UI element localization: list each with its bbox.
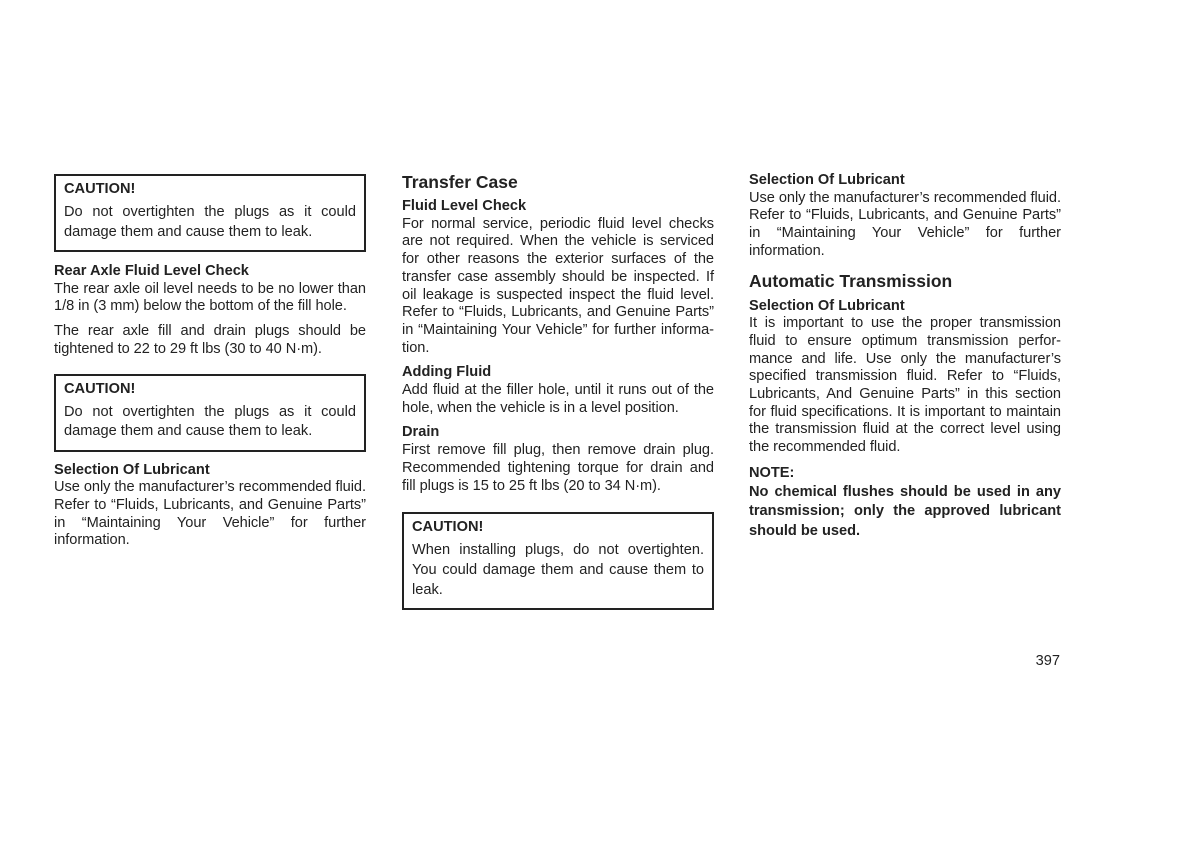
drain-paragraph: First remove fill plug, then remove drain plug. Recommended tightening torque for drain and fill plugs is 15 to 25 ft lbs (20 to 34 N·m). <box>402 442 714 494</box>
lubricant-heading: Selection Of Lubricant <box>54 461 210 478</box>
trans-lubricant-paragraph: It is important to use the proper transmission fluid to ensure optimum transmission perfor-mance and life. Use only the manufacturer’s specified transmission fluid. Refer to “Fluids, Lubricants, And Genuine Parts” in this section for fluid specifications. It is important to maintain the transmission fluid at the correct level using the recommended fluid. <box>749 315 1061 456</box>
section-title: Automatic Transmission <box>749 270 953 291</box>
column-middle <box>402 172 714 610</box>
drain-heading: Drain <box>402 424 440 441</box>
fluid-level-heading: Fluid Level Check <box>402 198 527 214</box>
caution-text: Do not overtighten the plugs as it could damage them and cause them to leak. <box>64 204 356 240</box>
adding-fluid-heading: Adding Fluid <box>402 364 492 381</box>
note-text: No chemical flushes should be used in any transmission; only the approved lubricant should be used. <box>749 483 1061 539</box>
caution-text: When installing plugs, do not overtighten. You could damage them and cause them to leak. <box>412 542 704 598</box>
section-title: Transfer Case <box>402 172 518 192</box>
caution-title: CAUTION! <box>64 181 136 197</box>
column-left <box>54 174 366 550</box>
note-title: NOTE: <box>749 464 795 481</box>
caution-text: Do not overtighten the plugs as it could damage them and cause them to leak. <box>64 403 356 440</box>
adding-fluid-paragraph: Add fluid at the filler hole, until it runs out of the hole, when the vehicle is in a level position. <box>402 382 714 416</box>
lubricant-heading: Selection Of Lubricant <box>749 172 905 188</box>
rear-axle-heading: Rear Axle Fluid Level Check <box>54 263 249 279</box>
rear-axle-paragraph-1: The rear axle oil level needs to be no lower than 1/8 in (3 mm) below the bottom of the fill hole. <box>54 280 366 315</box>
caution-title: CAUTION! <box>412 519 484 536</box>
caution-box <box>54 374 366 452</box>
caution-box <box>54 174 366 252</box>
caution-box <box>402 512 714 610</box>
trans-lubricant-heading: Selection Of Lubricant <box>749 297 905 314</box>
column-right <box>749 172 1061 541</box>
rear-axle-paragraph-2: The rear axle fill and drain plugs should be tightened to 22 to 29 ft lbs (30 to 40 N·m). <box>54 323 366 357</box>
page-number: 397 <box>1035 653 1060 669</box>
fluid-level-paragraph: For normal service, periodic fluid level checks are not required. When the vehicle is serviced for other reasons the exterior surfaces of the transfer case assembly should be inspected. If oil leakage is suspected inspect the fluid level. Refer to “Fluids, Lubricants, and Genuine Parts” in “Maintaining Your Vehicle” for further informa-tion. <box>402 215 714 356</box>
caution-title: CAUTION! <box>64 380 136 397</box>
lubricant-paragraph: Use only the manufacturer’s recommended fluid. Refer to “Fluids, Lubricants, and Genuine Parts” in “Maintaining Your Vehicle” for further information. <box>54 479 366 549</box>
lubricant-paragraph: Use only the manufacturer’s recommended fluid. Refer to “Fluids, Lubricants, and Genuine Parts” in “Maintaining Your Vehicle” for further information. <box>749 189 1061 259</box>
